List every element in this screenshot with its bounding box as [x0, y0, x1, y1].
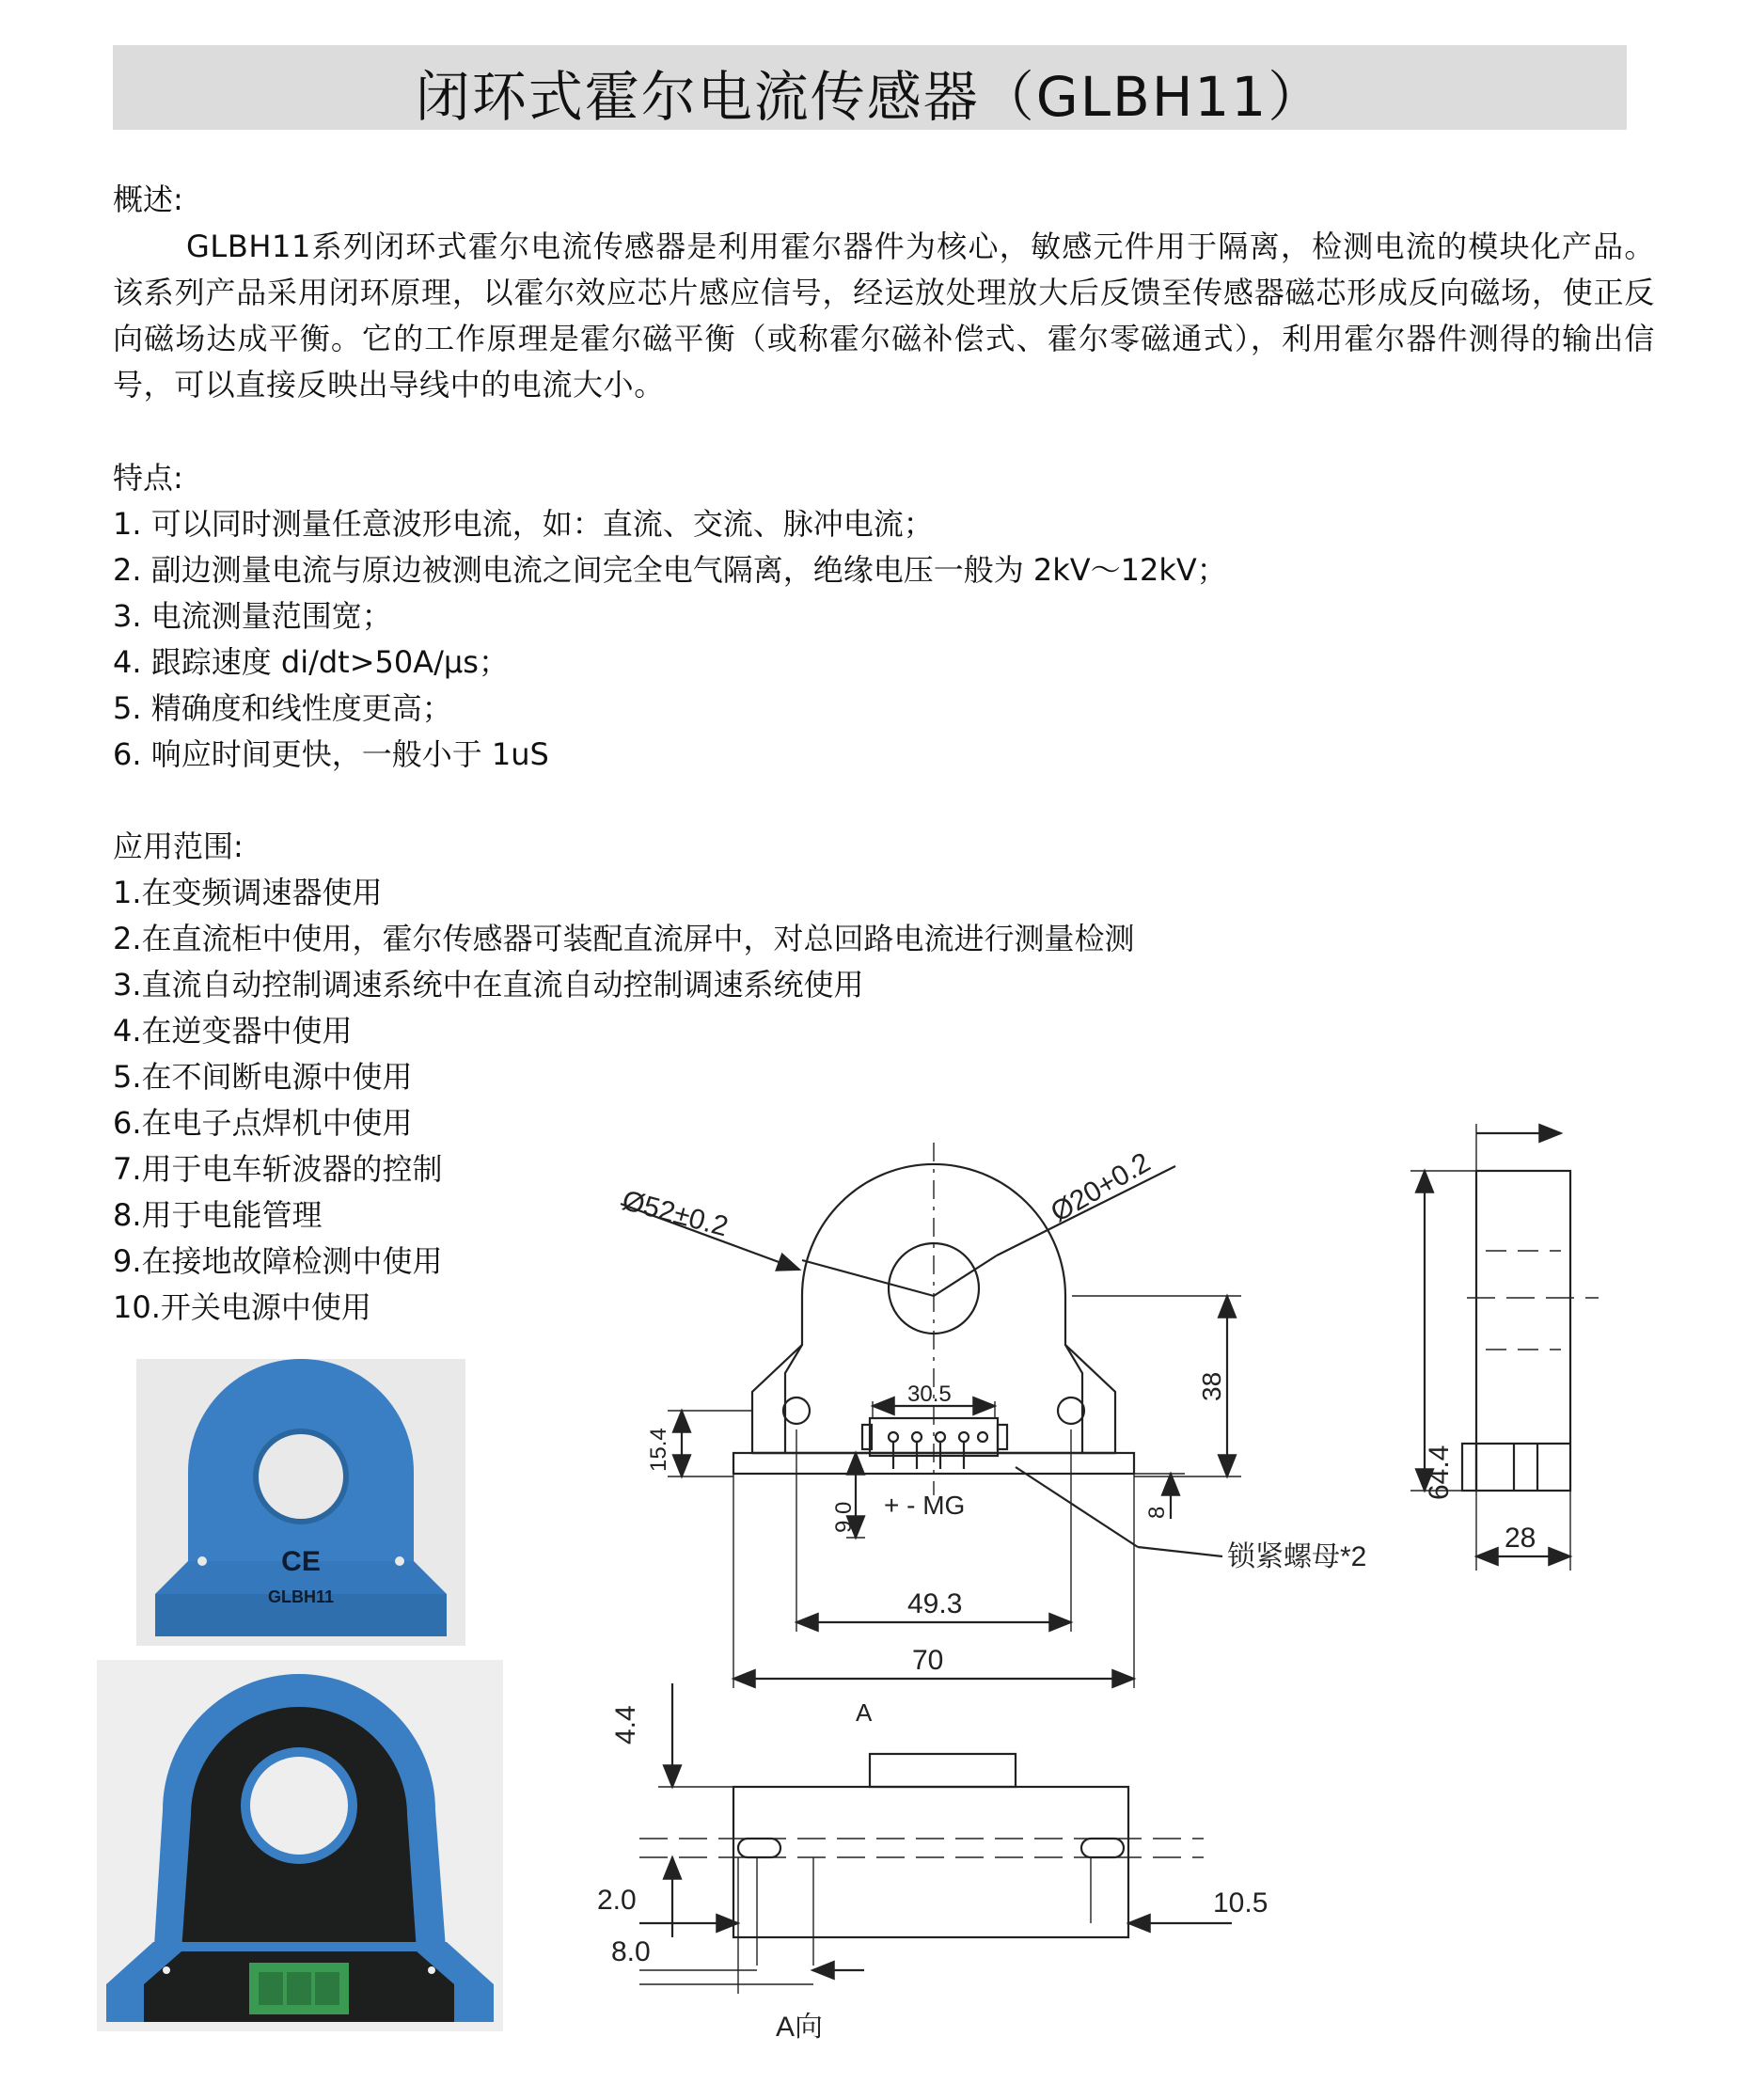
dim-8-0: 8.0	[611, 1936, 651, 1967]
nut-label: 锁紧螺母*2	[1227, 1541, 1367, 1572]
dim-64-4: 64.4	[1424, 1445, 1455, 1500]
dim-70: 70	[912, 1645, 944, 1676]
dim-28: 28	[1505, 1523, 1536, 1554]
feature-item: 5. 精确度和线性度更高；	[113, 690, 452, 726]
dim-30-5: 30.5	[907, 1382, 952, 1407]
dim-9-0: 9.0	[831, 1501, 857, 1533]
application-item: 1.在变频调速器使用	[113, 875, 383, 910]
ce-mark: CE	[281, 1546, 321, 1577]
page-title: 闭环式霍尔电流传感器（GLBH11）	[415, 65, 1325, 129]
dim-4-4: 4.4	[610, 1705, 641, 1745]
overview-paragraph: GLBH11系列闭环式霍尔电流传感器是利用霍尔器件为核心，敏感元件用于隔离，检测电流的模块化产品。该系列产品采用闭环原理，以霍尔效应芯片感应信号，经运放处理放大后反馈至传感器磁芯形成反向磁场，使正反向磁场达成平衡。它的工作原理是霍尔磁平衡（或称霍尔磁补偿式、霍尔零磁通式），利用霍尔器件测得的输出信号，可以直接反映出导线中的电流大小。	[113, 229, 1655, 403]
model-label: GLBH11	[267, 1587, 335, 1606]
dim-2-0: 2.0	[597, 1885, 637, 1916]
feature-item: 6. 响应时间更快，一般小于 1uS	[113, 736, 549, 772]
features-heading: 特点:	[113, 460, 183, 496]
dim-10-5: 10.5	[1213, 1887, 1268, 1918]
product-photo-back	[97, 1660, 503, 2031]
dim-outer-diameter: Ø52±0.2	[619, 1184, 732, 1243]
product-photo-front	[136, 1359, 465, 1646]
dim-8: 8	[1144, 1506, 1170, 1519]
dim-inner-diameter: Ø20+0.2	[1046, 1146, 1156, 1229]
application-item: 6.在电子点焊机中使用	[113, 1105, 413, 1141]
application-item: 5.在不间断电源中使用	[113, 1059, 413, 1095]
feature-item: 4. 跟踪速度 di/dt>50A/μs；	[113, 644, 509, 680]
technical-drawing	[583, 1119, 1617, 2060]
features-section	[113, 455, 1227, 778]
title-bar	[113, 45, 1627, 130]
dim-38: 38	[1197, 1371, 1226, 1401]
application-item: 8.用于电能管理	[113, 1197, 323, 1233]
overview-heading: 概述:	[113, 182, 183, 217]
feature-item: 2. 副边测量电流与原边被测电流之间完全电气隔离，绝缘电压一般为 2kV～12kV；	[113, 552, 1227, 588]
feature-item: 1. 可以同时测量任意波形电流，如：直流、交流、脉冲电流；	[113, 506, 934, 542]
applications-heading: 应用范围:	[113, 829, 244, 864]
feature-item: 3. 电流测量范围宽；	[113, 598, 392, 634]
view-a-direction: A向	[776, 2012, 824, 2043]
application-item: 2.在直流柜中使用，霍尔传感器可装配直流屏中，对总回路电流进行测量检测	[113, 921, 1135, 956]
view-a-label: A	[856, 1698, 873, 1727]
application-item: 9.在接地故障检测中使用	[113, 1243, 443, 1279]
application-item: 4.在逆变器中使用	[113, 1013, 353, 1049]
application-item: 7.用于电车斩波器的控制	[113, 1151, 443, 1187]
application-item: 3.直流自动控制调速系统中在直流自动控制调速系统使用	[113, 967, 864, 1003]
dim-49-3: 49.3	[907, 1588, 963, 1619]
application-item: 10.开关电源中使用	[113, 1289, 371, 1325]
dim-15-4: 15.4	[646, 1428, 671, 1472]
pin-labels: + - MG	[884, 1491, 966, 1520]
